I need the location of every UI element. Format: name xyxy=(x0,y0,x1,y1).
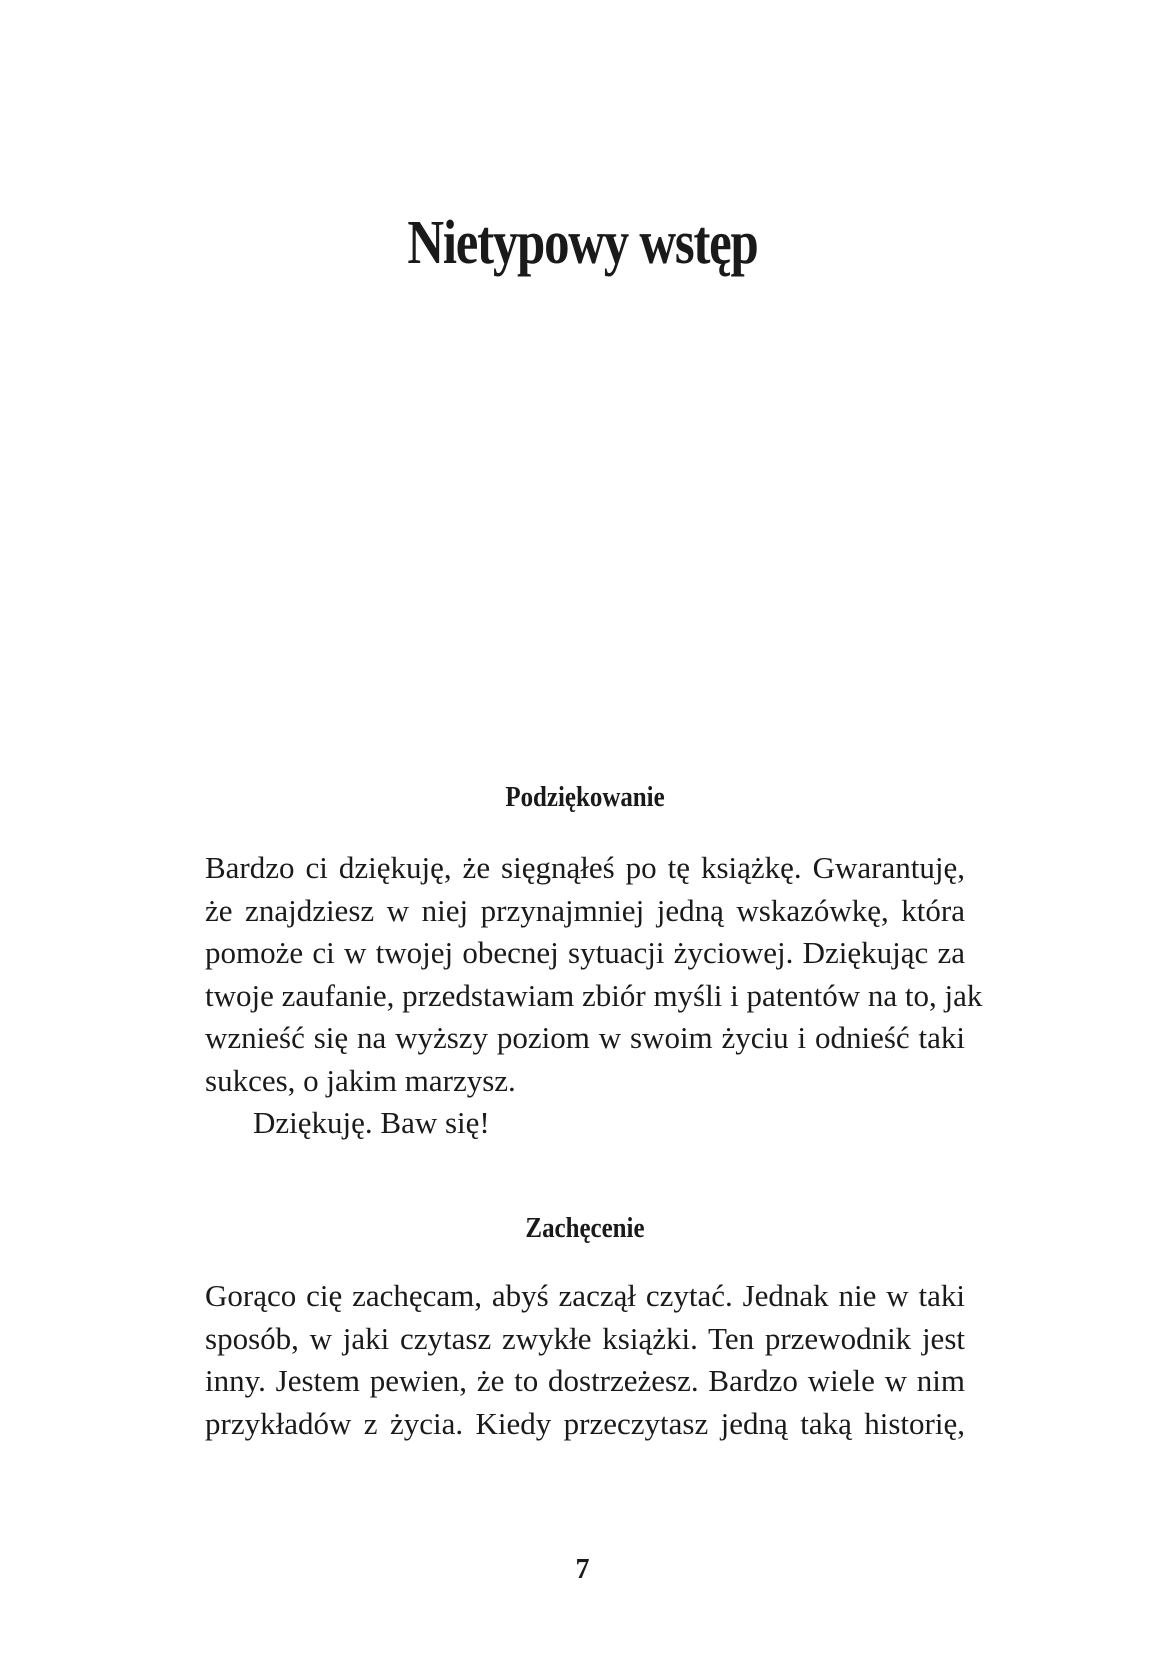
text-line: Dziękuję. Baw się! xyxy=(253,1105,490,1140)
chapter-title: Nietypowy wstęp xyxy=(407,209,758,277)
text-line: wznieść się na wyższy poziom w swoim życiu i odnieść taki xyxy=(205,1020,965,1055)
text-line: przykładów z życia. Kiedy przeczytasz jedną taką historię, xyxy=(205,1405,965,1441)
paragraph-zachecenie xyxy=(205,1275,965,1445)
text-line: że znajdziesz w niej przynajmniej jedną wskazówkę, która xyxy=(205,892,965,928)
text-line: Bardzo ci dziękuję, że sięgnąłeś po tę książkę. Gwarantuję, xyxy=(205,850,965,885)
text-line: inny. Jestem pewien, że to dostrzeżesz. Bardzo wiele w nim xyxy=(205,1363,965,1398)
section-heading-podziekowanie: Podziękowanie xyxy=(505,781,665,813)
paragraph-podziekowanie xyxy=(205,847,983,1145)
text-line: Gorąco cię zachęcam, abyś zaczął czytać. Jednak nie w taki xyxy=(205,1278,965,1313)
section-heading-zachecenie: Zachęcenie xyxy=(525,1212,645,1244)
text-line: sposób, w jaki czytasz zwykłe książki. Ten przewodnik jest xyxy=(205,1320,965,1356)
text-line: sukces, o jakim marzysz. xyxy=(205,1062,516,1098)
text-line: pomoże ci w twojej obecnej sytuacji życiowej. Dziękując za xyxy=(205,935,965,970)
page-number: 7 xyxy=(575,1554,590,1585)
text-line: twoje zaufanie, przedstawiam zbiór myśli i patentów na to, jak xyxy=(205,977,983,1013)
